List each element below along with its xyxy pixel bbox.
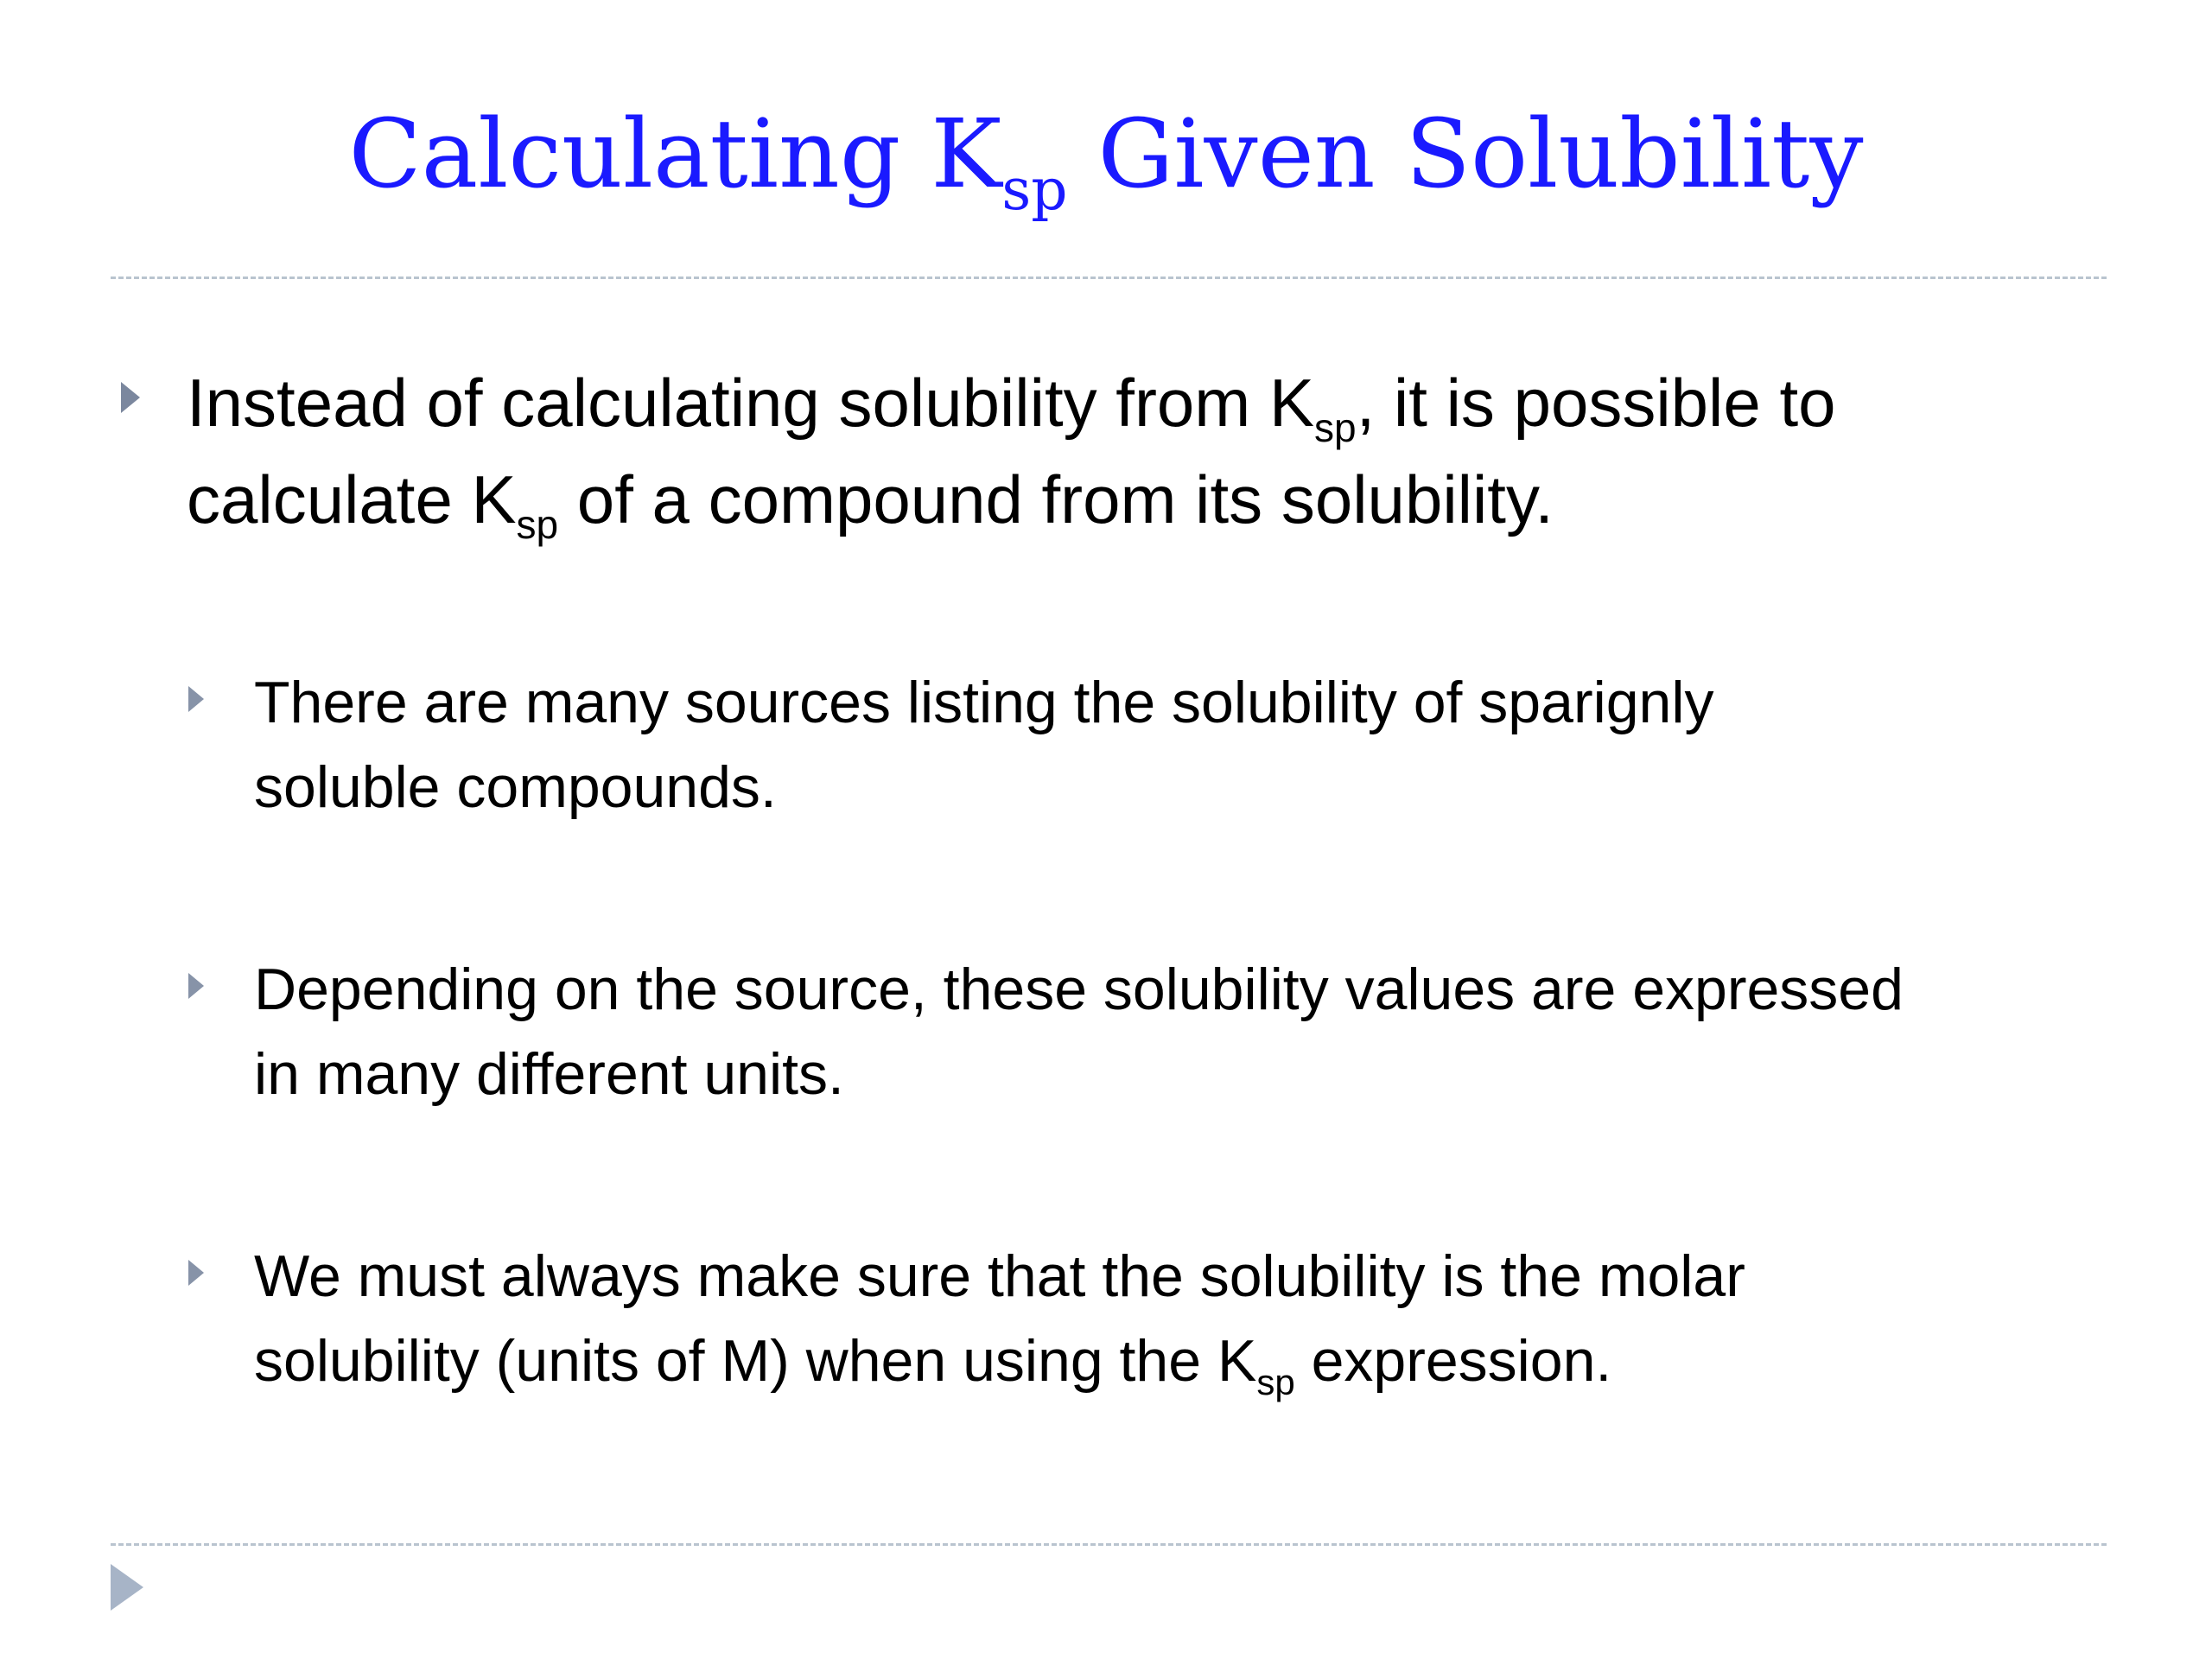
bullet-main-line-1 <box>187 354 1836 451</box>
bullet-main-text <box>187 354 1836 548</box>
bullet-triangle-icon <box>188 973 204 999</box>
sub-bullet-sources-line-1: There are many sources listing the solubility of sparignly <box>254 670 1714 735</box>
title-subscript: sp <box>1001 156 1068 223</box>
bullet-main-line-1-end: , it is possible to <box>1356 365 1836 441</box>
sub-bullet-molar-line-2-end: expression. <box>1294 1328 1612 1394</box>
bullet-main-line-2-end: of a compound from its solubility. <box>558 461 1554 537</box>
sub-bullet-molar-line-2-start: solubility (units of M) when using the K <box>254 1328 1257 1394</box>
bullet-main-line-2 <box>187 451 1836 548</box>
title-divider <box>111 276 2107 279</box>
bullet-triangle-icon <box>188 686 204 712</box>
bullet-triangle-icon <box>188 1260 204 1286</box>
sub-bullet-sources-line-2: soluble compounds. <box>254 754 777 820</box>
sub-bullet-molar-line-1: We must always make sure that the solubility is the molar <box>254 1243 1745 1309</box>
sub-bullet-molar-line-2 <box>254 1319 1745 1403</box>
sub-bullet-units-text <box>254 947 1904 1116</box>
bullet-main-line-1-start: Instead of calculating solubility from K <box>187 365 1314 441</box>
sub-bullet-molar-text <box>254 1234 1745 1403</box>
bullet-main-line-2-start: calculate K <box>187 461 517 537</box>
bullet-triangle-icon <box>121 382 140 413</box>
sub-bullet-sources-text <box>254 660 1713 830</box>
footer-divider <box>111 1543 2107 1546</box>
ksp-subscript: sp <box>1313 405 1357 450</box>
ksp-subscript: sp <box>516 502 559 547</box>
ksp-subscript: sp <box>1256 1362 1295 1402</box>
title-text-end: Given Solubility <box>1067 99 1864 209</box>
slide-title <box>0 93 2212 223</box>
sub-bullet-units-line-2: in many different units. <box>254 1041 844 1107</box>
title-text-start: Calculating K <box>348 99 1002 209</box>
next-slide-arrow-icon[interactable] <box>111 1564 143 1611</box>
sub-bullet-units-line-1: Depending on the source, these solubility values are expressed <box>254 957 1904 1022</box>
